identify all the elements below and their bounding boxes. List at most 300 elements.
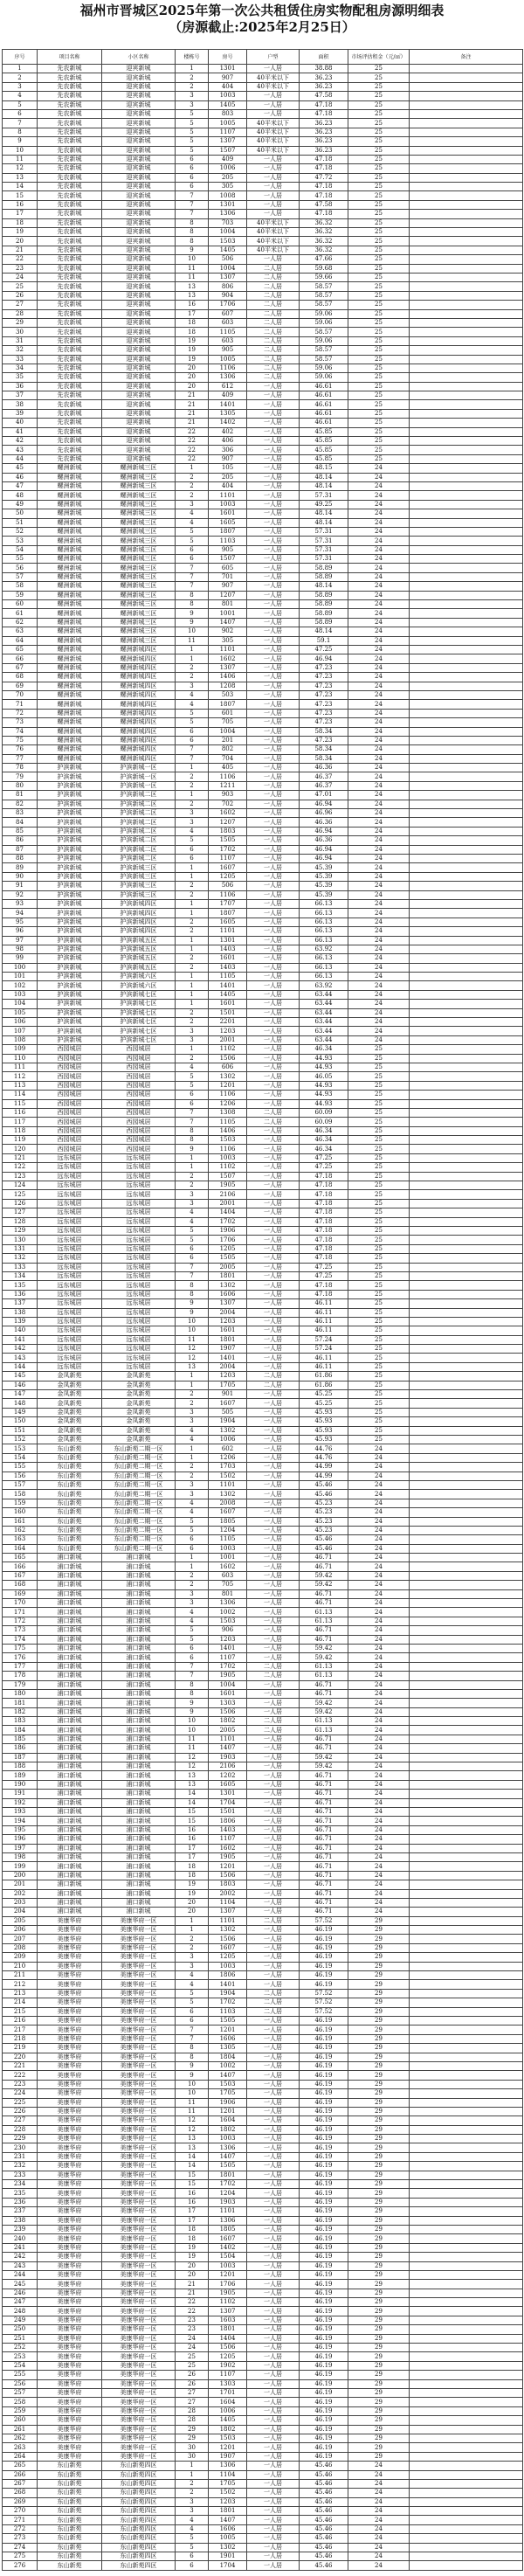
cell-area: 36.32 — [300, 228, 348, 237]
cell-building: 10 — [176, 2089, 209, 2098]
cell-remarks — [410, 1744, 523, 1753]
cell-rent: 24 — [348, 954, 410, 963]
cell-project: 美康华府 — [38, 2361, 102, 2370]
cell-index: 242 — [3, 2253, 38, 2261]
cell-building: 7 — [176, 564, 209, 572]
cell-room: 905 — [209, 545, 247, 554]
cell-area: 46.19 — [300, 2289, 348, 2297]
cell-remarks — [410, 1962, 523, 1970]
cell-room: 1405 — [209, 2416, 247, 2425]
table-row — [3, 128, 523, 136]
table-row — [3, 791, 523, 800]
table-row — [3, 981, 523, 990]
cell-project: 美康华府 — [38, 2044, 102, 2053]
cell-room: 405 — [209, 764, 247, 772]
cell-index: 81 — [3, 791, 38, 800]
table-row — [3, 82, 523, 91]
cell-room: 1805 — [209, 1517, 247, 1526]
cell-room: 1506 — [209, 1054, 247, 1063]
cell-area: 66.13 — [300, 963, 348, 972]
cell-area: 47.18 — [300, 210, 348, 218]
cell-building: 9 — [176, 1299, 209, 1308]
cell-building: 20 — [176, 1908, 209, 1916]
cell-project: 先农新城 — [38, 454, 102, 463]
cell-rent: 24 — [348, 527, 410, 536]
cell-rent: 24 — [348, 2470, 410, 2479]
cell-unit-type: 一人居 — [247, 155, 300, 163]
table-row — [3, 1335, 523, 1344]
table-row — [3, 1599, 523, 1608]
cell-unit-type: 一人居 — [247, 1035, 300, 1044]
cell-building: 29 — [176, 2425, 209, 2434]
cell-unit-type: 一人居 — [247, 981, 300, 990]
cell-unit-type: 一人居 — [247, 2434, 300, 2442]
cell-index: 7 — [3, 119, 38, 128]
cell-room: 503 — [209, 690, 247, 699]
cell-rent: 24 — [348, 709, 410, 717]
cell-unit-type: 一人居 — [247, 2053, 300, 2061]
cell-remarks — [410, 2171, 523, 2179]
cell-area: 57.24 — [300, 1345, 348, 1354]
table-row — [3, 1726, 523, 1735]
cell-index: 104 — [3, 1000, 38, 1008]
cell-index: 247 — [3, 2298, 38, 2307]
cell-project: 先农新城 — [38, 301, 102, 309]
cell-project: 东山新苑 — [38, 1535, 102, 1544]
cell-area: 46.19 — [300, 2171, 348, 2179]
cell-index: 27 — [3, 301, 38, 309]
cell-index: 182 — [3, 1707, 38, 1716]
cell-community: 护滨新城五区 — [102, 936, 176, 945]
cell-project: 先农新城 — [38, 373, 102, 382]
cell-unit-type: 二人居 — [247, 273, 300, 281]
cell-community: 浦口新城 — [102, 1835, 176, 1844]
cell-room: 1905 — [209, 2289, 247, 2297]
table-row — [3, 200, 523, 209]
table-row — [3, 2135, 523, 2143]
cell-index: 16 — [3, 200, 38, 209]
cell-unit-type: 一人居 — [247, 1908, 300, 1916]
cell-building: 3 — [176, 1599, 209, 1608]
cell-room: 906 — [209, 1626, 247, 1635]
cell-area: 46.11 — [300, 1308, 348, 1317]
cell-index: 155 — [3, 1463, 38, 1472]
cell-building: 9 — [176, 618, 209, 627]
cell-project: 护滨新城 — [38, 845, 102, 854]
cell-area: 36.32 — [300, 218, 348, 227]
cell-unit-type: 一人居 — [247, 627, 300, 636]
cell-community: 美康华府一区 — [102, 2171, 176, 2179]
cell-unit-type: 一人居 — [247, 2253, 300, 2261]
table-row — [3, 882, 523, 890]
cell-unit-type: 一人居 — [247, 1308, 300, 1317]
cell-area: 45.39 — [300, 872, 348, 881]
cell-rent: 29 — [348, 1943, 410, 1952]
cell-project: 螺洲新城 — [38, 682, 102, 690]
cell-index: 239 — [3, 2225, 38, 2233]
cell-community: 远东城居 — [102, 1217, 176, 1226]
cell-unit-type: 一人居 — [247, 2198, 300, 2206]
cell-project: 螺洲新城 — [38, 518, 102, 527]
cell-unit-type: 一人居 — [247, 2316, 300, 2324]
cell-project: 先农新城 — [38, 228, 102, 237]
cell-project: 美康华府 — [38, 2025, 102, 2034]
cell-project: 螺洲新城 — [38, 537, 102, 545]
cell-community: 美康华府一区 — [102, 2198, 176, 2206]
cell-room: 1402 — [209, 2243, 247, 2252]
table-row — [3, 809, 523, 818]
cell-area: 47.18 — [300, 164, 348, 173]
cell-community: 迎宾新城 — [102, 183, 176, 191]
cell-project: 先农新城 — [38, 282, 102, 291]
cell-remarks — [410, 1181, 523, 1190]
cell-room: 1606 — [209, 2034, 247, 2043]
cell-room: 1302 — [209, 2543, 247, 2552]
cell-building: 9 — [176, 246, 209, 254]
cell-unit-type: 一人居 — [247, 2025, 300, 2034]
cell-community: 东山新苑二期一区 — [102, 1544, 176, 1553]
cell-area: 47.18 — [300, 1181, 348, 1190]
cell-area: 47.18 — [300, 100, 348, 109]
cell-rent: 29 — [348, 2025, 410, 2034]
cell-project: 东山新苑 — [38, 1453, 102, 1462]
cell-room: 705 — [209, 718, 247, 727]
col-header-area: 面积 — [300, 50, 348, 65]
cell-area: 59.42 — [300, 1653, 348, 1662]
table-row — [3, 1980, 523, 1989]
cell-unit-type: 一人居 — [247, 654, 300, 663]
cell-remarks — [410, 318, 523, 327]
cell-unit-type: 一人居 — [247, 1453, 300, 1462]
cell-index: 87 — [3, 845, 38, 854]
cell-area: 61.13 — [300, 1617, 348, 1625]
cell-room: 1606 — [209, 2524, 247, 2533]
cell-unit-type: 一人居 — [247, 2416, 300, 2425]
cell-remarks — [410, 1971, 523, 1980]
cell-area: 58.57 — [300, 355, 348, 364]
cell-index: 212 — [3, 1980, 38, 1989]
cell-unit-type: 一人居 — [247, 1018, 300, 1027]
cell-area: 48.14 — [300, 518, 348, 527]
cell-building: 5 — [176, 836, 209, 845]
cell-index: 240 — [3, 2234, 38, 2243]
cell-index: 163 — [3, 1535, 38, 1544]
cell-rent: 24 — [348, 2479, 410, 2488]
cell-community: 螺洲新城三区 — [102, 591, 176, 599]
cell-index: 207 — [3, 1935, 38, 1943]
cell-rent: 25 — [348, 183, 410, 191]
cell-project: 浦口新城 — [38, 1862, 102, 1871]
table-row — [3, 309, 523, 318]
cell-community: 远东城居 — [102, 1244, 176, 1253]
cell-unit-type: 一人居 — [247, 663, 300, 672]
cell-unit-type: 一人居 — [247, 1680, 300, 1689]
cell-remarks — [410, 409, 523, 418]
cell-project: 螺洲新城 — [38, 609, 102, 618]
cell-remarks — [410, 2425, 523, 2434]
table-row — [3, 890, 523, 899]
cell-rent: 25 — [348, 73, 410, 82]
table-row — [3, 2016, 523, 2025]
cell-building: 2 — [176, 1463, 209, 1472]
table-row — [3, 1780, 523, 1789]
cell-community: 美康华府一区 — [102, 2280, 176, 2289]
cell-index: 152 — [3, 1435, 38, 1444]
cell-project: 先农新城 — [38, 364, 102, 372]
cell-building: 6 — [176, 1544, 209, 1553]
cell-community: 螺洲新城三区 — [102, 481, 176, 490]
cell-project: 东山新苑 — [38, 2479, 102, 2488]
cell-building: 10 — [176, 255, 209, 264]
cell-unit-type: 一人居 — [247, 191, 300, 200]
cell-remarks — [410, 1453, 523, 1462]
cell-rent: 24 — [348, 654, 410, 663]
cell-index: 77 — [3, 754, 38, 763]
cell-index: 47 — [3, 481, 38, 490]
cell-rent: 24 — [348, 1526, 410, 1534]
cell-index: 99 — [3, 954, 38, 963]
cell-building: 18 — [176, 318, 209, 327]
cell-unit-type: 一人居 — [247, 882, 300, 890]
cell-project: 先农新城 — [38, 210, 102, 218]
cell-room: 1203 — [209, 1317, 247, 1326]
cell-community: 浦口新城 — [102, 1726, 176, 1735]
cell-rent: 29 — [348, 2389, 410, 2398]
cell-area: 44.76 — [300, 1444, 348, 1453]
cell-rent: 24 — [348, 1871, 410, 1880]
cell-community: 浦口新城 — [102, 1662, 176, 1671]
cell-room: 1202 — [209, 1771, 247, 1780]
cell-community: 美康华府一区 — [102, 2189, 176, 2198]
cell-remarks — [410, 2561, 523, 2570]
cell-community: 美康华府一区 — [102, 2125, 176, 2134]
cell-rent: 24 — [348, 791, 410, 800]
cell-rent: 24 — [348, 1008, 410, 1017]
cell-building: 8 — [176, 1281, 209, 1290]
cell-unit-type: 一人居 — [247, 2216, 300, 2225]
table-row — [3, 2543, 523, 2552]
cell-index: 186 — [3, 1744, 38, 1753]
table-row — [3, 2534, 523, 2543]
cell-room: 1107 — [209, 2371, 247, 2379]
cell-project: 浦口新城 — [38, 1908, 102, 1916]
cell-project: 浦口新城 — [38, 1762, 102, 1771]
cell-rent: 25 — [348, 309, 410, 318]
cell-index: 147 — [3, 1390, 38, 1399]
table-row — [3, 1399, 523, 1408]
cell-remarks — [410, 927, 523, 936]
cell-unit-type: 二人居 — [247, 1998, 300, 2007]
cell-area: 57.31 — [300, 527, 348, 536]
cell-rent: 29 — [348, 2135, 410, 2143]
cell-remarks — [410, 990, 523, 999]
table-row — [3, 1581, 523, 1589]
cell-community: 迎宾新城 — [102, 82, 176, 91]
table-row — [3, 1008, 523, 1017]
cell-community: 东山新苑四区 — [102, 2516, 176, 2524]
cell-remarks — [410, 109, 523, 118]
cell-building: 15 — [176, 1817, 209, 1825]
cell-area: 58.57 — [300, 346, 348, 355]
cell-area: 46.34 — [300, 1126, 348, 1135]
table-row — [3, 2307, 523, 2316]
cell-project: 远东城居 — [38, 1281, 102, 1290]
cell-unit-type: 一人居 — [247, 2280, 300, 2289]
table-row — [3, 936, 523, 945]
cell-rent: 29 — [348, 2243, 410, 2252]
cell-community: 浦口新城 — [102, 1608, 176, 1617]
cell-index: 259 — [3, 2406, 38, 2415]
table-row — [3, 2180, 523, 2189]
cell-remarks — [410, 146, 523, 155]
cell-unit-type: 二人居 — [247, 364, 300, 372]
cell-rent: 25 — [348, 409, 410, 418]
cell-project: 美康华府 — [38, 2261, 102, 2270]
table-row — [3, 1172, 523, 1181]
cell-unit-type: 一人居 — [247, 1145, 300, 1153]
cell-project: 远东城居 — [38, 1227, 102, 1236]
cell-community: 远东城居 — [102, 1208, 176, 1217]
cell-community: 迎宾新城 — [102, 246, 176, 254]
cell-remarks — [410, 2524, 523, 2533]
cell-area: 36.23 — [300, 137, 348, 146]
cell-rent: 24 — [348, 781, 410, 790]
cell-rent: 24 — [348, 1707, 410, 1716]
cell-area: 46.71 — [300, 1844, 348, 1852]
cell-rent: 24 — [348, 1653, 410, 1662]
cell-unit-type: 一人居 — [247, 1744, 300, 1753]
cell-building: 2 — [176, 1571, 209, 1580]
cell-rent: 25 — [348, 92, 410, 100]
cell-unit-type: 一人居 — [247, 1689, 300, 1698]
cell-rent: 24 — [348, 1898, 410, 1907]
cell-community: 护滨新城四区 — [102, 909, 176, 918]
table-row — [3, 736, 523, 744]
cell-area: 47.18 — [300, 1254, 348, 1263]
table-row — [3, 237, 523, 246]
cell-unit-type: 一人居 — [247, 2207, 300, 2216]
cell-index: 79 — [3, 772, 38, 781]
cell-unit-type: 一人居 — [247, 2561, 300, 2570]
cell-remarks — [410, 200, 523, 209]
cell-building: 7 — [176, 191, 209, 200]
cell-room: 1401 — [209, 1644, 247, 1652]
cell-remarks — [410, 481, 523, 490]
cell-community: 金凤新苑 — [102, 1372, 176, 1381]
cell-rent: 29 — [348, 2361, 410, 2370]
cell-unit-type: 一人居 — [247, 2307, 300, 2316]
cell-community: 西园城居 — [102, 1072, 176, 1081]
cell-building: 19 — [176, 1889, 209, 1898]
cell-index: 271 — [3, 2516, 38, 2524]
cell-building: 5 — [176, 146, 209, 155]
cell-index: 167 — [3, 1571, 38, 1580]
cell-remarks — [410, 2207, 523, 2216]
cell-rent: 29 — [348, 2298, 410, 2307]
cell-index: 39 — [3, 409, 38, 418]
cell-room: 1507 — [209, 1172, 247, 1181]
cell-community: 美康华府一区 — [102, 1971, 176, 1980]
cell-area: 47.18 — [300, 1217, 348, 1226]
cell-unit-type: 40平米以下 — [247, 237, 300, 246]
cell-room: 1907 — [209, 1345, 247, 1354]
table-body — [3, 65, 523, 2571]
cell-room: 1407 — [209, 1744, 247, 1753]
cell-index: 227 — [3, 2116, 38, 2125]
table-row — [3, 863, 523, 872]
cell-rent: 25 — [348, 1108, 410, 1117]
cell-community: 迎宾新城 — [102, 336, 176, 345]
table-row — [3, 673, 523, 682]
cell-community: 浦口新城 — [102, 1753, 176, 1762]
cell-unit-type: 一人居 — [247, 1345, 300, 1354]
table-row — [3, 100, 523, 109]
table-row — [3, 1126, 523, 1135]
cell-building: 17 — [176, 1852, 209, 1861]
cell-community: 迎宾新城 — [102, 355, 176, 364]
cell-rent: 29 — [348, 2270, 410, 2279]
cell-community: 美康华府一区 — [102, 1989, 176, 1998]
cell-index: 141 — [3, 1335, 38, 1344]
cell-project: 东山新苑 — [38, 2534, 102, 2543]
cell-rent: 24 — [348, 1581, 410, 1589]
cell-building: 5 — [176, 1998, 209, 2007]
cell-remarks — [410, 854, 523, 862]
cell-project: 先农新城 — [38, 200, 102, 209]
table-row — [3, 772, 523, 781]
cell-room: 1607 — [209, 863, 247, 872]
cell-index: 189 — [3, 1771, 38, 1780]
cell-community: 迎宾新城 — [102, 200, 176, 209]
table-row — [3, 745, 523, 754]
cell-community: 美康华府一区 — [102, 2406, 176, 2415]
cell-remarks — [410, 2534, 523, 2543]
cell-area: 57.52 — [300, 1998, 348, 2007]
table-row — [3, 2061, 523, 2070]
cell-community: 浦口新城 — [102, 1554, 176, 1562]
cell-remarks — [410, 2497, 523, 2506]
table-header-row — [3, 50, 523, 65]
table-row — [3, 1735, 523, 1743]
cell-index: 151 — [3, 1426, 38, 1435]
cell-project: 螺洲新城 — [38, 727, 102, 736]
cell-rent: 25 — [348, 1181, 410, 1190]
cell-index: 222 — [3, 2071, 38, 2080]
cell-rent: 25 — [348, 318, 410, 327]
cell-unit-type: 40平米以下 — [247, 246, 300, 254]
cell-area: 46.71 — [300, 1735, 348, 1743]
cell-unit-type: 二人居 — [247, 346, 300, 355]
cell-room: 902 — [209, 627, 247, 636]
cell-project: 护滨新城 — [38, 772, 102, 781]
cell-building: 2 — [176, 800, 209, 808]
cell-project: 东山新苑 — [38, 2462, 102, 2470]
cell-building: 1 — [176, 945, 209, 953]
table-row — [3, 1453, 523, 1462]
cell-community: 浦口新城 — [102, 1680, 176, 1689]
cell-building: 7 — [176, 1263, 209, 1271]
cell-rent: 24 — [348, 1554, 410, 1562]
cell-building: 1 — [176, 764, 209, 772]
cell-rent: 24 — [348, 973, 410, 981]
cell-building: 11 — [176, 1744, 209, 1753]
cell-project: 浦口新城 — [38, 1589, 102, 1598]
cell-index: 196 — [3, 1835, 38, 1844]
cell-project: 浦口新城 — [38, 1726, 102, 1735]
table-row — [3, 1499, 523, 1507]
cell-remarks — [410, 2452, 523, 2461]
cell-index: 210 — [3, 1962, 38, 1970]
